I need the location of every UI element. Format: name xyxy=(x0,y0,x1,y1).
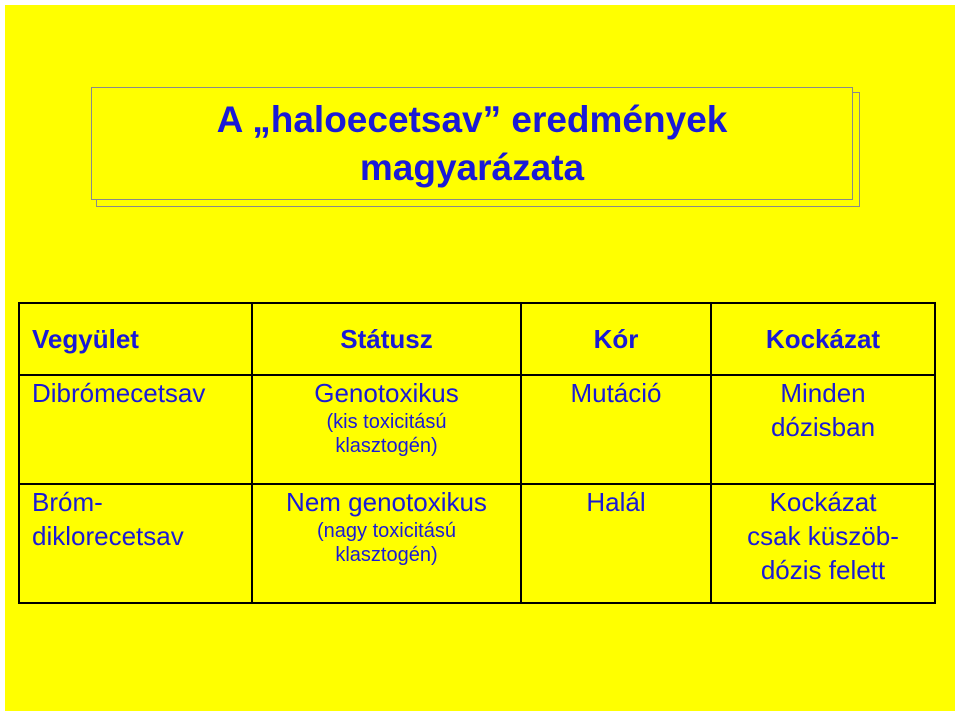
table-row xyxy=(19,375,935,484)
risk-line-3: dózis felett xyxy=(760,555,886,585)
status-main: Nem genotoxikus xyxy=(286,487,487,517)
cell-compound xyxy=(19,375,252,484)
cell-risk xyxy=(711,484,935,603)
cell-disease xyxy=(521,484,711,603)
header-compound: Vegyület xyxy=(19,303,252,375)
cell-status xyxy=(252,484,521,603)
header-risk: Kockázat xyxy=(711,303,935,375)
risk-line-1: Kockázat xyxy=(769,487,877,517)
cell-compound xyxy=(19,484,252,603)
status-main: Genotoxikus xyxy=(314,378,459,408)
risk-line-1: Minden xyxy=(780,378,866,408)
cell-risk xyxy=(711,375,935,484)
results-table xyxy=(18,302,936,604)
header-status: Státusz xyxy=(252,303,521,375)
compound-name-line-2: diklorecetsav xyxy=(32,521,184,551)
risk-line-2: csak küszöb- xyxy=(747,521,899,551)
status-sub-line-2: klasztogén) xyxy=(335,435,438,457)
disease-text: Mutáció xyxy=(570,378,662,408)
title-line-2: magyarázata xyxy=(359,146,585,188)
compound-name: Dibrómecetsav xyxy=(32,378,206,408)
cell-disease xyxy=(521,375,711,484)
disease-text: Halál xyxy=(586,487,646,517)
header-disease: Kór xyxy=(521,303,711,375)
compound-name-line-1: Bróm- xyxy=(32,487,103,517)
table-row xyxy=(19,484,935,603)
status-sub-line-2: klasztogén) xyxy=(335,544,438,566)
table-header-row xyxy=(19,303,935,375)
risk-line-2: dózisban xyxy=(770,412,876,442)
title-line-1: A „haloecetsav” eredmények xyxy=(216,98,728,140)
cell-status xyxy=(252,375,521,484)
title-box xyxy=(91,87,853,200)
status-sub-line-1: (kis toxicitású xyxy=(326,411,447,433)
status-sub-line-1: (nagy toxicitású xyxy=(317,520,456,542)
